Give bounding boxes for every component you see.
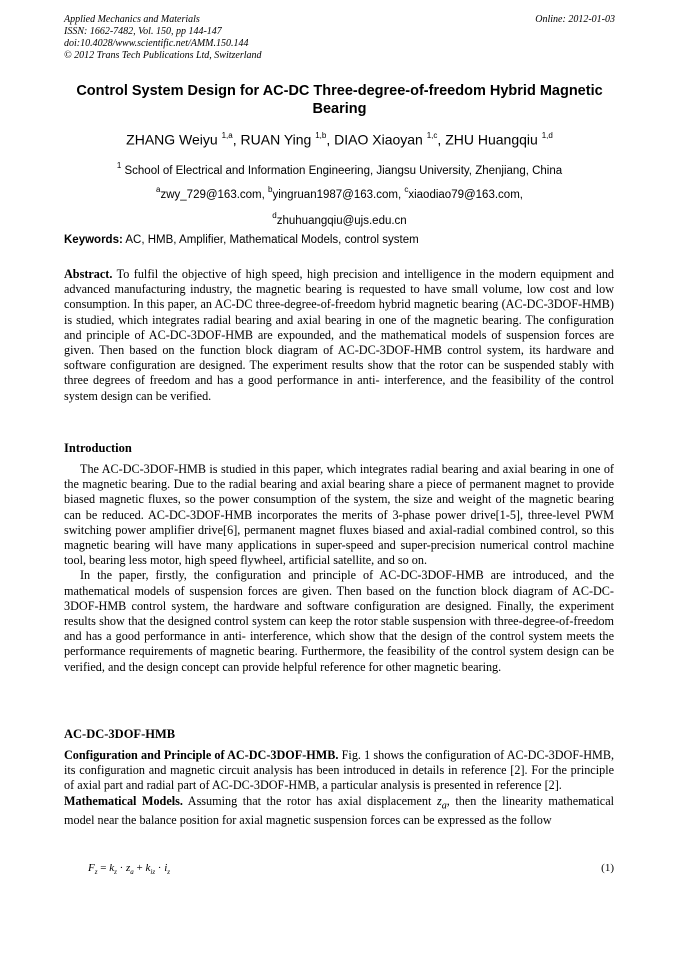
equation-1: [88, 862, 170, 876]
author-list: ZHANG Weiyu $^{1,a}$, RUAN Ying $^{1,b}$, DIAO Xiaoyan $^{1,c}$, ZHU Huangqiu $^{1,d}$: [126, 131, 553, 148]
config-text: Fig. 1 shows the configuration of AC-DC-3DOF-HMB, its configuration and magnetic circuit analysis has been introduced in details in reference [2]. For the principle of axial part and radial part of AC-DC-3DOF-HMB, a particular analysis is presented in reference [2].: [64, 748, 615, 793]
eq-subscript: z: [94, 868, 98, 877]
eq-operator: ·: [155, 862, 165, 874]
math-label: Mathematical Models.: [64, 793, 183, 808]
email-mark: b: [268, 185, 273, 194]
math-text: Assuming that the rotor has axial displacement: [187, 793, 432, 808]
abstract-text: To fulfil the objective of high speed, high precision and intelligence in the modern equipment and advanced manufacturing industry, the magnetic bearing is requested to have small volume, low cost and low consumption. In this paper, an AC-DC three-degree-of-freedom hybrid magnetic bearing (AC-DC-3DOF-HMB) is studied, which integrates radial bearing and axial bearing in one of the magnetic bearing. The configuration and principle of AC-DC-3DOF-HMB are expounded, and the mathematical models of suspension forces are given. Then based on the function block diagram of AC-DC-3DOF-HMB control system, its hardware and software configuration are designed. The experiment results show that the rotor can be suspended stably with three degrees of freedom and has a good performance in anti- interference, and the feasibility of the control system design can be verified.: [64, 267, 615, 403]
paragraph: In the paper, firstly, the configuration and principle of AC-DC-3DOF-HMB are introduced, and the mathematical models of suspension forces are given. Then based on the function block diagram of AC-DC-3DOF-HMB control system, the hardware and software configuration are designed. Finally, the experiment results show that the designed control system can keep the rotor stable suspension with three-degree-of-freedom and has a good performance in anti- interference, which show that the design of the control system meets the performance requirements of magnetic bearing. Furthermore, the feasibility of the control system design can be verified, and the design concept can provide helpful reference for other magnetic bearing.: [64, 568, 614, 674]
author-affil-mark: 1,d: [541, 131, 553, 140]
email-address[interactable]: xiaodiao79@163.com: [408, 188, 520, 201]
email-line-1: $^a$zwy_729@163.com, $^b$yingruan1987@163.com, $^c$xiaodiao79@163.com,: [156, 185, 523, 201]
email-line-2: [64, 206, 615, 232]
eq-subscript: z: [114, 868, 117, 877]
email-address[interactable]: zhuhuangqiu@ujs.edu.cn: [276, 214, 407, 227]
page-header: [64, 14, 615, 62]
eq-subscript: iz: [150, 868, 156, 877]
email-list: [64, 180, 615, 232]
eq-subscript: a: [130, 868, 134, 877]
math-text: , then the linearity mathematical model near the balance position for axial magnetic suspension forces can be expressed as the follow: [64, 793, 615, 828]
config-label: Configuration and Principle of AC-DC-3DOF-HMB.: [64, 748, 339, 762]
section-hmb-body: [64, 748, 614, 828]
variable-subscript: a: [441, 800, 447, 812]
copyright-line: © 2012 Trans Tech Publications Ltd, Switzerland: [64, 50, 262, 61]
eq-operator: +: [133, 862, 146, 874]
eq-operator: =: [97, 862, 110, 874]
author-name: ZHANG Weiyu: [126, 131, 218, 148]
affiliation-text: School of Electrical and Information Engineering, Jiangsu University, Zhenjiang, China: [124, 164, 563, 177]
eq-symbol: k: [109, 862, 115, 874]
eq-symbol: F: [88, 862, 95, 874]
doi-line: doi:10.4028/www.scientific.net/AMM.150.144: [64, 38, 249, 49]
affiliation: [64, 160, 615, 178]
author-affil-mark: 1,a: [221, 131, 233, 140]
email-mark: a: [156, 185, 161, 194]
journal-name: Applied Mechanics and Materials: [64, 14, 200, 25]
abstract-label: Abstract.: [64, 267, 113, 281]
paragraph: [64, 794, 614, 829]
equation-number: (1): [601, 862, 614, 874]
author-name: DIAO Xiaoyan: [334, 131, 423, 148]
email-mark: c: [404, 185, 409, 194]
eq-symbol: i: [164, 862, 168, 874]
paragraph: [64, 748, 614, 794]
variable: z: [436, 793, 442, 808]
abstract: [64, 267, 614, 404]
introduction-body: [64, 462, 614, 675]
online-date: Online: 2012-01-03: [535, 14, 615, 25]
eq-operator: ·: [116, 862, 126, 874]
keywords: [64, 233, 615, 247]
eq-symbol: z: [125, 862, 131, 874]
section-heading-hmb: AC-DC-3DOF-HMB: [64, 727, 176, 741]
author-affil-mark: 1,b: [315, 131, 327, 140]
issn-line: ISSN: 1662-7482, Vol. 150, pp 144-147: [64, 26, 222, 37]
eq-symbol: k: [145, 862, 151, 874]
paper-title: Control System Design for AC-DC Three-degree-of-freedom Hybrid Magnetic Bearing: [76, 83, 603, 117]
section-heading-introduction: Introduction: [64, 441, 132, 455]
keywords-label: Keywords:: [64, 234, 123, 246]
author-name: RUAN Ying: [240, 131, 312, 148]
author-affil-mark: 1,c: [426, 131, 438, 140]
paragraph: The AC-DC-3DOF-HMB is studied in this paper, which integrates radial bearing and axial bearing in one of the magnetic bearing. Due to the radial bearing and axial bearing share a piece of permanent magnet to provide biased magnetic fluxes, so the power consumption of the system, the size and weight of the magnetic bearing can be reduced. AC-DC-3DOF-HMB incorporates the merits of 3-phase power drive[1-5], three-level PWM switching power amplifier drive[6], permanent magnet fluxes biased and axial-radial combined control, so this magnetic bearing will have many applications in super-speed and super-precision numerical control machine tool, bearing less motor, high speed flywheel, artificial satellite, and so on.: [64, 462, 614, 568]
email-mark: d: [272, 210, 277, 220]
email-address[interactable]: yingruan1987@163.com: [272, 188, 398, 201]
keywords-text: AC, HMB, Amplifier, Mathematical Models, control system: [125, 234, 419, 246]
eq-subscript: z: [167, 868, 171, 877]
email-address[interactable]: zwy_729@163.com: [160, 188, 262, 201]
affiliation-mark: 1: [116, 161, 122, 170]
author-name: ZHU Huangqiu: [445, 131, 538, 148]
